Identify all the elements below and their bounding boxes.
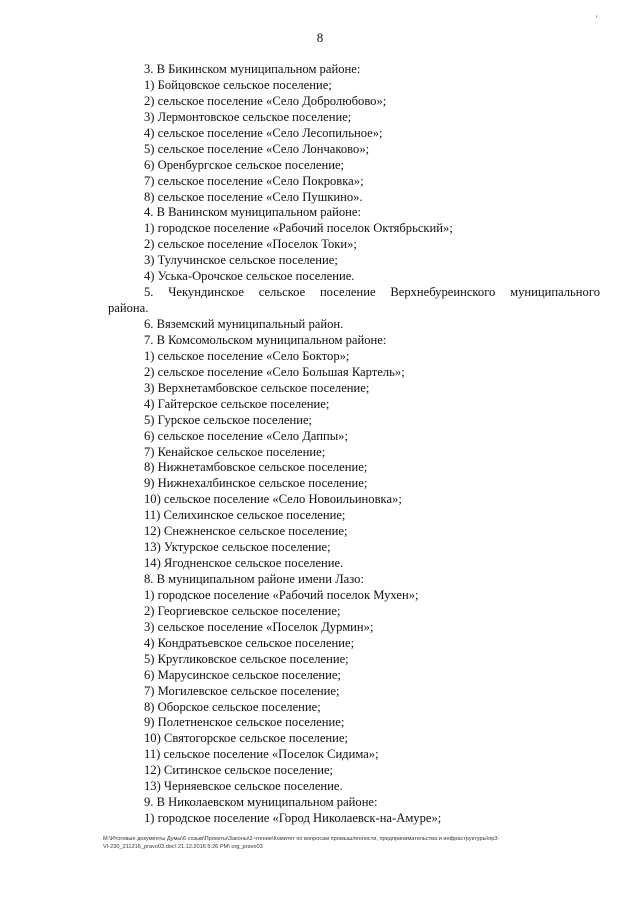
text-line: 7) Кенайское сельское поселение; [144, 444, 326, 459]
text-line: 5) сельское поселение «Село Лончаково»; [144, 141, 370, 156]
text-line: 1) Бойцовское сельское поселение; [144, 77, 332, 92]
corner-mark: ' [596, 14, 598, 24]
text-line: 8) сельское поселение «Село Пушкино». [144, 189, 363, 204]
text-line: 3) Лермонтовское сельское поселение; [144, 109, 352, 124]
text-line: 5. Чекундинское сельское поселение Верхнебуреинского муниципального [144, 285, 600, 300]
text-line: 4) сельское поселение «Село Лесопильное»; [144, 125, 383, 140]
text-line: 5) Гурское сельское поселение; [144, 412, 313, 427]
text-line: 11) сельское поселение «Поселок Сидима»; [144, 747, 379, 762]
text-line: 2) Георгиевское сельское поселение; [144, 603, 341, 618]
text-line: 13) Черняевское сельское поселение. [144, 779, 343, 794]
text-line: 12) Ситинское сельское поселение; [144, 763, 334, 778]
text-line: 6) Марусинское сельское поселение; [144, 667, 341, 682]
text-line: 1) сельское поселение «Село Боктор»; [144, 348, 350, 363]
text-line: 8) Нижнетамбовское сельское поселение; [144, 460, 368, 475]
text-line: 14) Ягодненское сельское поселение. [144, 556, 344, 571]
text-line: 9. В Николаевском муниципальном районе: [144, 795, 378, 810]
text-line: 2) сельское поселение «Село Большая Картель»; [144, 364, 405, 379]
text-line: 7) Могилевское сельское поселение; [144, 683, 340, 698]
text-line: 4) Кондратьевское сельское поселение; [144, 635, 355, 650]
text-line: 2) сельское поселение «Поселок Токи»; [144, 237, 357, 252]
text-line: 10) сельское поселение «Село Новоильиновка»; [144, 492, 402, 507]
text-line: 4. В Ванинском муниципальном районе: [144, 205, 361, 220]
text-line: 6) сельское поселение «Село Даппы»; [144, 428, 348, 443]
text-line: 9) Полетненское сельское поселение; [144, 715, 345, 730]
text-line: 1) городское поселение «Рабочий поселок Октябрьский»; [144, 221, 453, 236]
text-line: 9) Нижнехалбинское сельское поселение; [144, 476, 368, 491]
text-line: 3) сельское поселение «Поселок Дурмин»; [144, 619, 374, 634]
text-line: 2) сельское поселение «Село Добролюбово»; [144, 93, 387, 108]
text-line: 11) Селихинское сельское поселение; [144, 508, 346, 523]
footer-path-line-1: M:\Итоговые документы Думы\6 созыв\Проекты\Законы\3 чтение\Комитет по вопросам промышленности, предпринимательства и инфраструктуры\пр3- [103, 836, 500, 842]
text-line: 1) городское поселение «Рабочий поселок Мухен»; [144, 587, 419, 602]
text-line: 4) Уська-Орочское сельское поселение. [144, 269, 355, 284]
text-line: 8) Оборское сельское поселение; [144, 699, 321, 714]
text-line: 12) Снежненское сельское поселение; [144, 524, 348, 539]
text-line: 6. Вяземский муниципальный район. [144, 317, 344, 331]
file-path-footer [103, 835, 613, 851]
footer-path-line-2: VI-230_211216_pravo03.doc\ 21.12.2016 5:26 PM\ org_pravo03 [103, 844, 263, 850]
text-line: 7) сельское поселение «Село Покровка»; [144, 173, 364, 188]
page-number: 8 [316, 30, 324, 45]
text-line: 6) Оренбургское сельское поселение; [144, 157, 345, 172]
text-line: 10) Святогорское сельское поселение; [144, 731, 348, 746]
text-line: 1) городское поселение «Город Николаевск-на-Амуре»; [144, 811, 442, 826]
text-line: 4) Гайтерское сельское поселение; [144, 396, 330, 411]
text-line: 5) Кругликовское сельское поселение; [144, 651, 349, 666]
text-line: 8. В муниципальном районе имени Лазо: [144, 572, 364, 586]
text-line: 3) Тулучинское сельское поселение; [144, 253, 338, 268]
text-line: 3) Верхнетамбовское сельское поселение; [144, 380, 370, 395]
text-line: района. [108, 301, 149, 316]
text-line: 7. В Комсомольском муниципальном районе: [144, 332, 387, 347]
text-line: 13) Уктурское сельское поселение; [144, 540, 331, 555]
text-line: 3. В Бикинском муниципальном районе: [144, 62, 361, 76]
document-body [108, 62, 600, 827]
